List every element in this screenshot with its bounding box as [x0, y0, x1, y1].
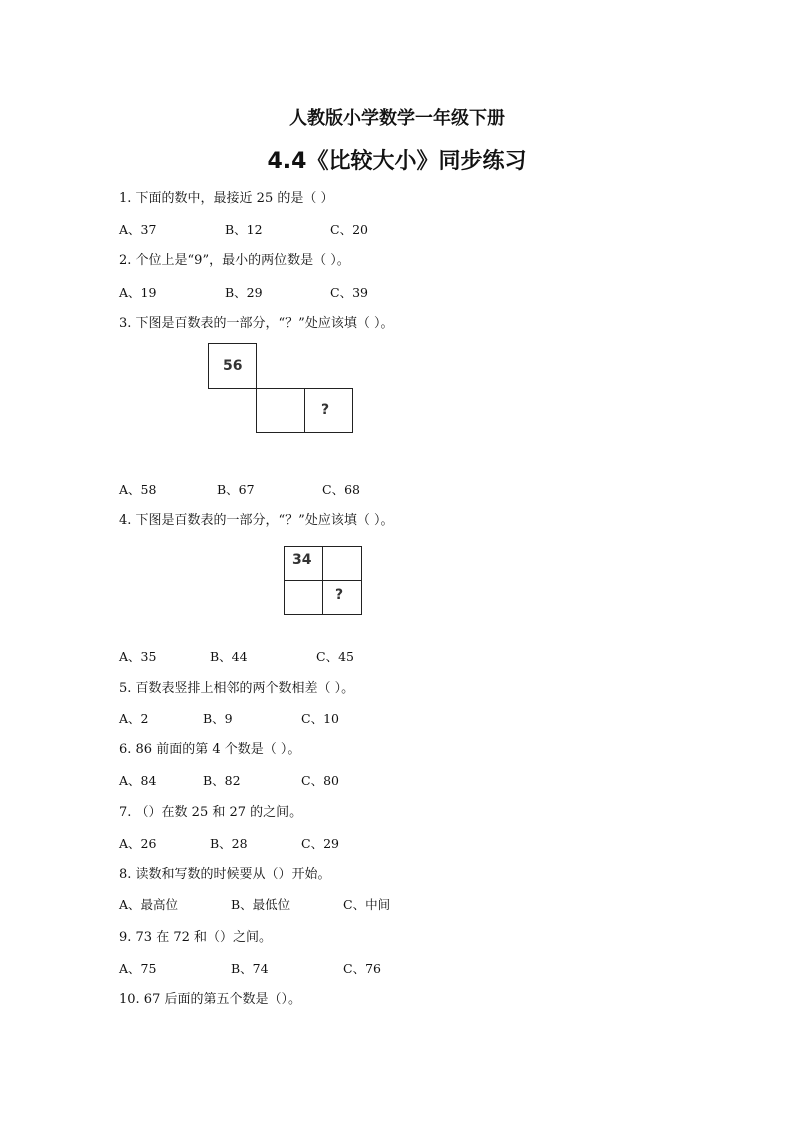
q4-cell-blank-top: [322, 546, 362, 581]
q4-cell-question: [322, 580, 362, 615]
q9-option-a: A、75: [119, 961, 157, 976]
q6-option-a: A、84: [119, 773, 157, 788]
q4-option-b: B、44: [210, 649, 248, 664]
q7-option-b: B、28: [210, 836, 248, 851]
question-2: 2. 个位上是“9”，最小的两位数是（ ）。: [119, 253, 350, 268]
q3-cell-56-label: 56: [223, 358, 243, 374]
q1-option-c: C、20: [330, 222, 368, 237]
q3-option-a: A、58: [119, 482, 157, 497]
q4-cell-34: [284, 546, 323, 581]
question-5: 5. 百数表竖排上相邻的两个数相差（ ）。: [119, 681, 355, 696]
q7-option-a: A、26: [119, 836, 157, 851]
q4-option-a: A、35: [119, 649, 157, 664]
q2-option-a: A、19: [119, 285, 157, 300]
document-title: 人教版小学数学一年级下册: [289, 108, 505, 129]
q4-cell-blank-bottom: [284, 580, 323, 615]
question-3: 3. 下图是百数表的一部分，“？”处应该填（ ）。: [119, 316, 394, 331]
q4-cell-34-label: 34: [292, 552, 312, 568]
q8-option-b: B、最低位: [231, 897, 291, 912]
question-8: 8. 读数和写数的时候要从（）开始。: [119, 867, 331, 882]
question-9: 9. 73 在 72 和（）之间。: [119, 930, 273, 945]
q3-cell-56: [208, 343, 257, 389]
q9-option-b: B、74: [231, 961, 269, 976]
question-10: 10. 67 后面的第五个数是（）。: [119, 992, 301, 1007]
question-1: 1. 下面的数中，最接近 25 的是（ ）: [119, 191, 334, 206]
question-4: 4. 下图是百数表的一部分，“？”处应该填（ ）。: [119, 513, 394, 528]
question-7: 7. （）在数 25 和 27 的之间。: [119, 805, 303, 820]
q6-option-b: B、82: [203, 773, 241, 788]
q3-option-c: C、68: [322, 482, 360, 497]
q8-option-a: A、最高位: [119, 897, 179, 912]
q9-option-c: C、76: [343, 961, 381, 976]
q1-option-a: A、37: [119, 222, 157, 237]
q3-cell-blank: [256, 388, 305, 433]
q8-option-c: C、中间: [343, 897, 391, 912]
q3-cell-question-label: ?: [321, 402, 330, 418]
document-subtitle: 4.4《比较大小》同步练习: [267, 149, 527, 174]
q4-option-c: C、45: [316, 649, 354, 664]
q3-cell-question: [304, 388, 353, 433]
q4-cell-question-label: ?: [335, 587, 344, 603]
q1-option-b: B、12: [225, 222, 263, 237]
q7-option-c: C、29: [301, 836, 339, 851]
q2-option-b: B、29: [225, 285, 263, 300]
q5-option-a: A、2: [119, 711, 149, 726]
q3-option-b: B、67: [217, 482, 255, 497]
q5-option-b: B、9: [203, 711, 233, 726]
question-6: 6. 86 前面的第 4 个数是（ ）。: [119, 742, 301, 757]
q6-option-c: C、80: [301, 773, 339, 788]
q5-option-c: C、10: [301, 711, 339, 726]
q2-option-c: C、39: [330, 285, 368, 300]
